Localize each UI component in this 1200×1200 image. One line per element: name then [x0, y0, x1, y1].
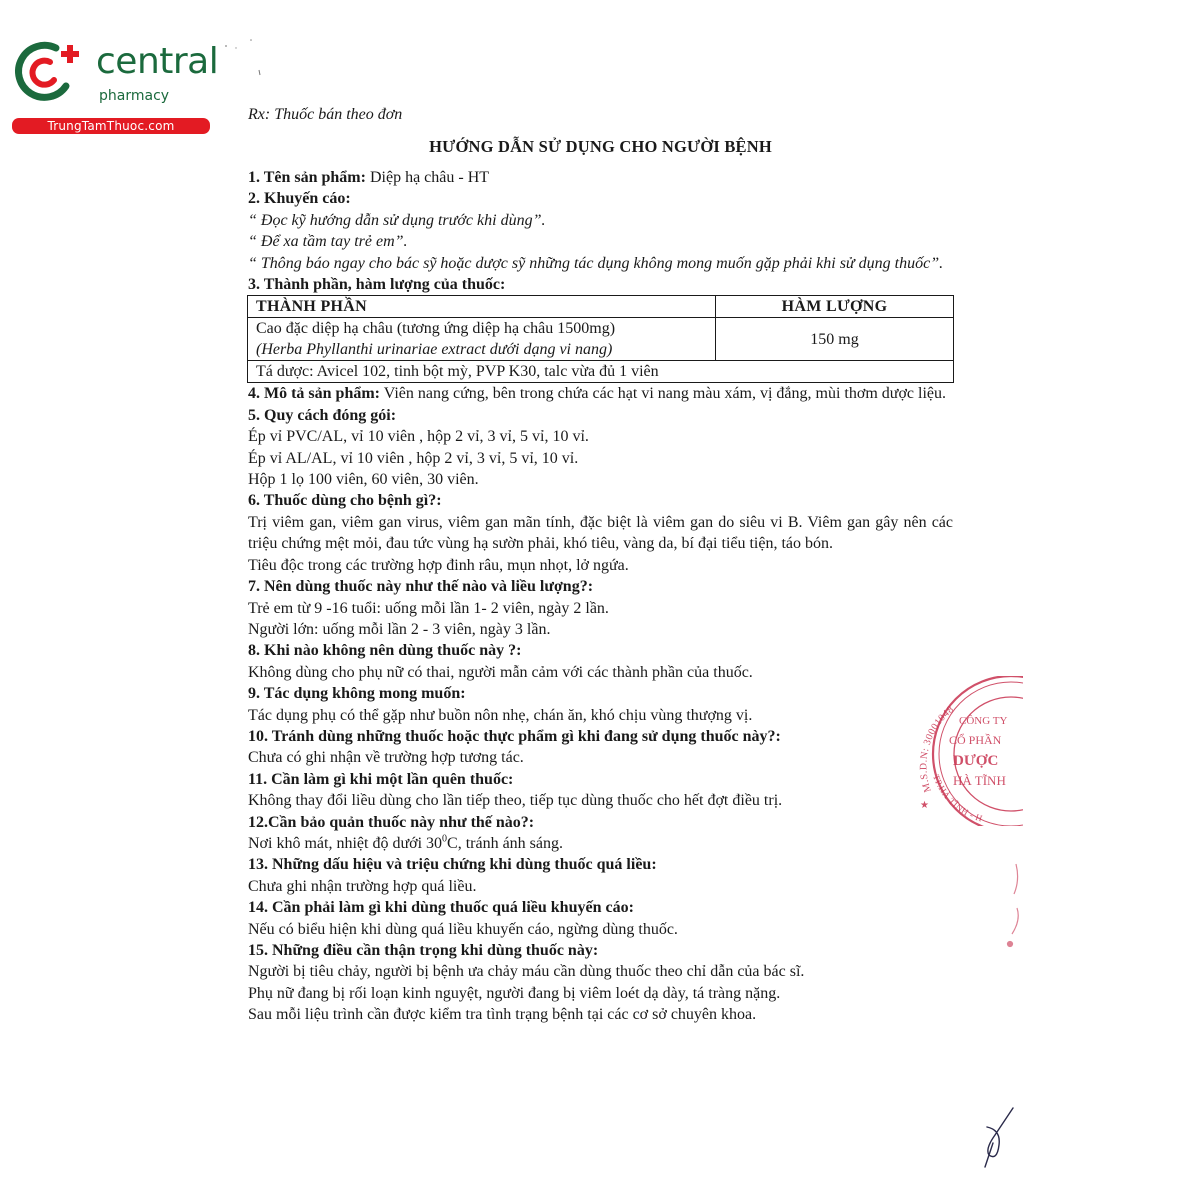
section-text: Không thay đổi liều dùng cho lần tiếp theo, tiếp tục dùng thuốc cho hết đợt điều trị. [248, 792, 783, 810]
table-row [248, 361, 954, 383]
section-text [248, 833, 953, 854]
ingredient-name: Cao đặc diệp hạ châu (tương ứng diệp hạ châu 1500mg) [256, 320, 616, 338]
section-line: Ép vỉ AL/AL, vỉ 10 viên , hộp 2 vỉ, 3 vỉ, 5 vỉ, 10 vỉ. [248, 449, 579, 467]
logo-wordmark: central [96, 41, 219, 82]
scan-specks [218, 34, 268, 79]
svg-text:★: ★ [920, 800, 929, 811]
section-heading: 13. Những dấu hiệu và triệu chứng khi dùng thuốc quá liều: [248, 856, 657, 874]
section-heading: 8. Khi nào không nên dùng thuốc này ?: [248, 642, 522, 660]
section-line: Tiêu độc trong các trường hợp đinh râu, mụn nhọt, lở ngứa. [248, 556, 629, 574]
section-heading: 5. Quy cách đóng gói: [248, 406, 397, 424]
warning-line: “ Thông báo ngay cho bác sỹ hoặc dược sỹ những tác dụng không mong muốn gặp phải khi sử dụng thuốc”. [248, 254, 944, 272]
warning-line: “ Đọc kỹ hướng dẫn sử dụng trước khi dùng”. [248, 211, 546, 229]
section-heading: 14. Cần phải làm gì khi dùng thuốc quá liều khuyến cáo: [248, 899, 634, 917]
table-cell-amount: 150 mg [716, 318, 954, 361]
section-line: Phụ nữ đang bị rối loạn kinh nguyệt, người đang bị viêm loét dạ dày, tá tràng nặng. [248, 984, 781, 1002]
ingredient-latin-name: (Herba Phyllanthi urinariae extract dưới dạng vi nang) [256, 341, 613, 359]
svg-text:CÔNG TY: CÔNG TY [959, 715, 1008, 727]
section-heading: 6. Thuốc dùng cho bệnh gì?: [248, 492, 442, 510]
section-label: 1. Tên sản phẩm: [248, 169, 366, 186]
section-text: Không dùng cho phụ nữ có thai, người mẫn cảm với các thành phần của thuốc. [248, 663, 753, 681]
svg-text:M.S.D.N: 30001048: M.S.D.N: 30001048 [918, 703, 957, 794]
section-heading: 9. Tác dụng không mong muốn: [248, 685, 466, 703]
svg-text:DƯỢC: DƯỢC [953, 753, 999, 769]
seal-fragment [1000, 860, 1022, 950]
section-line: Hộp 1 lọ 100 viên, 60 viên, 30 viên. [248, 471, 479, 489]
storage-text: Nơi khô mát, nhiệt độ dưới 30 [248, 834, 443, 852]
table-row [248, 318, 954, 361]
section-heading: 7. Nên dùng thuốc này như thế nào và liều lượng?: [248, 578, 594, 596]
table-cell-ingredient [248, 318, 716, 361]
ingredients-table [247, 295, 954, 383]
logo-mark-icon [10, 38, 90, 108]
signature [975, 1105, 1020, 1170]
svg-text:CỔ PHẦN: CỔ PHẦN [949, 733, 1002, 747]
section-heading: 12.Cần bảo quản thuốc này như thế nào?: [248, 813, 535, 831]
degree-superscript: 0 [442, 833, 448, 845]
section-heading: 15. Những điều cần thận trọng khi dùng thuốc này: [248, 942, 599, 959]
storage-text-end: C, tránh ánh sáng. [447, 834, 564, 852]
section-label: 4. Mô tả sản phẩm: [248, 385, 381, 403]
section-heading: 10. Tránh dùng những thuốc hoặc thực phẩm gì khi đang sử dụng thuốc này?: [248, 727, 781, 745]
logo-subtitle: pharmacy [99, 88, 170, 104]
table-header-cell: THÀNH PHẦN [248, 296, 716, 318]
section-line: Người lớn: uống mỗi lần 2 - 3 viên, ngày 3 lần. [248, 620, 551, 638]
document-title: HƯỚNG DẪN SỬ DỤNG CHO NGƯỜI BỆNH [429, 137, 772, 156]
central-pharmacy-logo [10, 38, 219, 138]
section-line: Người bị tiêu chảy, người bị bệnh ưa chảy máu cần dùng thuốc theo chỉ dẫn của bác sĩ. [248, 963, 805, 981]
table-header-row [248, 296, 954, 318]
table-cell-excipients: Tá dược: Avicel 102, tinh bột mỳ, PVP K30, talc vừa đủ 1 viên [248, 361, 954, 383]
warning-line: “ Để xa tầm tay trẻ em”. [248, 233, 408, 251]
section-line: Trị viêm gan, viêm gan virus, viêm gan mãn tính, đặc biệt là viêm gan do siêu vi B. Viêm gan gây nên các triệu chứng mệt mỏi, đau tức vùng hạ sườn phải, khó tiêu, vàng da, bí đại tiểu tiện, táo bón. [248, 513, 953, 553]
section-text: Chưa ghi nhận trường hợp quá liều. [248, 877, 477, 895]
section-text: Viên nang cứng, bên trong chứa các hạt vi nang màu xám, vị đắng, mùi thơm dược liệu. [380, 385, 946, 403]
section-heading: 11. Cần làm gì khi một lần quên thuốc: [248, 770, 514, 788]
section-heading: 2. Khuyến cáo: [248, 190, 351, 208]
section-text: Nếu có biểu hiện khi dùng quá liều khuyến cáo, ngừng dùng thuốc. [248, 920, 678, 938]
prescription-notice: Rx: Thuốc bán theo đơn [248, 106, 403, 123]
section-description [248, 383, 953, 404]
section-line: Sau mỗi liệu trình cần được kiểm tra tình trạng bệnh tại các cơ sở chuyên khoa. [248, 1006, 757, 1024]
section-line: Ép vỉ PVC/AL, vỉ 10 viên , hộp 2 vỉ, 3 vỉ, 5 vỉ, 10 vỉ. [248, 428, 589, 446]
section-text: Chưa có ghi nhận về trường hợp tương tác. [248, 749, 524, 767]
section-product-name [248, 167, 953, 188]
product-name: Diệp hạ châu - HT [365, 169, 490, 186]
company-seal [913, 676, 1023, 826]
svg-text:HÀ TĨNH: HÀ TĨNH [953, 773, 1006, 788]
section-line: Trẻ em từ 9 -16 tuổi: uống mỗi lần 1- 2 viên, ngày 2 lần. [248, 599, 609, 617]
table-header-cell: HÀM LƯỢNG [716, 296, 954, 318]
section-heading: 3. Thành phần, hàm lượng của thuốc: [248, 276, 506, 294]
section-text: Tác dụng phụ có thể gặp như buồn nôn nhẹ, chán ăn, khó chịu vùng thượng vị. [248, 706, 753, 724]
patient-leaflet [248, 103, 953, 1026]
svg-text:TP.HÀ TĨNH - H: TP.HÀ TĨNH - H [931, 773, 984, 824]
logo-website-banner: TrungTamThuoc.com [12, 118, 210, 134]
